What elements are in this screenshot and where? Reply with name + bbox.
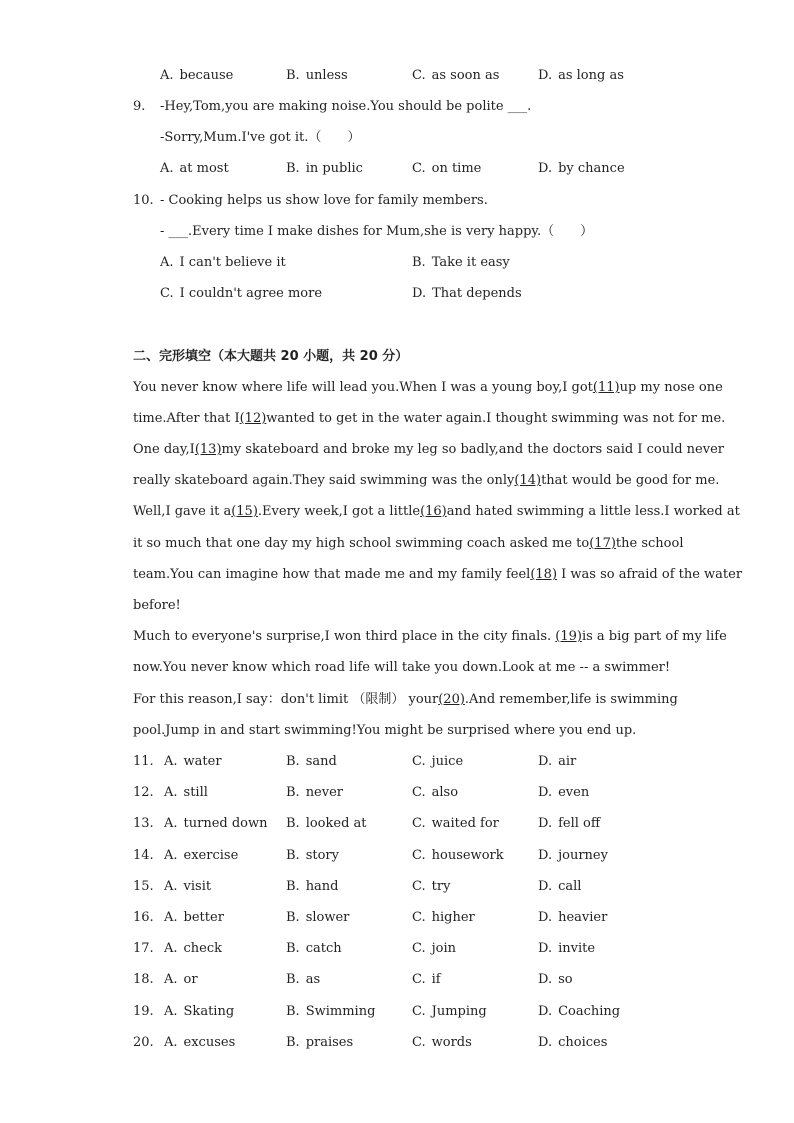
question-option: D. choices xyxy=(538,1035,608,1050)
question-option: D. heavier xyxy=(538,910,608,925)
q10-line2: - ___.Every time I make dishes for Mum,she is very happy.（ ） xyxy=(160,224,594,239)
question-option: D. Coaching xyxy=(538,1004,621,1019)
question-option: D. fell off xyxy=(538,816,601,831)
q10-option-d: D. That depends xyxy=(412,286,522,301)
question-option: B. Swimming xyxy=(286,1004,376,1019)
question-number: 20. xyxy=(133,1035,154,1050)
question-option: C. words xyxy=(412,1035,472,1050)
q8-option-b: B. unless xyxy=(286,68,348,83)
question-option: B. looked at xyxy=(286,816,367,831)
question-number: 17. xyxy=(133,941,154,956)
passage-line: pool.Jump in and start swimming!You might be surprised where you end up. xyxy=(133,723,637,738)
question-option: B. slower xyxy=(286,910,350,925)
question-option: B. hand xyxy=(286,879,339,894)
question-option: B. as xyxy=(286,972,321,987)
question-number: 15. xyxy=(133,879,154,894)
blank-15: (15) xyxy=(231,504,258,519)
question-option: C. if xyxy=(412,972,441,987)
question-option: A. or xyxy=(164,972,198,987)
question-option: D. journey xyxy=(538,848,608,863)
blank-19: (19) xyxy=(555,629,582,644)
passage-line: You never know where life will lead you.When I was a young boy,I got(11)up my nose one xyxy=(133,380,723,395)
q10-line1: - Cooking helps us show love for family members. xyxy=(160,193,488,208)
blank-13: (13) xyxy=(194,442,222,457)
passage-line: time.After that I(12)wanted to get in the water again.I thought swimming was not for me. xyxy=(133,411,726,426)
blank-20: (20) xyxy=(438,692,465,707)
blank-17: (17) xyxy=(589,536,616,551)
question-option: A. check xyxy=(164,941,223,956)
blank-18: (18) xyxy=(530,567,558,582)
q9-line2: -Sorry,Mum.I've got it.（ ） xyxy=(160,130,361,145)
question-option: B. catch xyxy=(286,941,342,956)
q10-option-a: A. I can't believe it xyxy=(160,255,286,270)
question-option: A. excuses xyxy=(164,1035,236,1050)
question-option: D. invite xyxy=(538,941,596,956)
q9-option-a: A. at most xyxy=(160,161,229,176)
question-option: A. visit xyxy=(164,879,212,894)
question-number: 16. xyxy=(133,910,154,925)
q9-option-c: C. on time xyxy=(412,161,482,176)
passage-line: team.You can imagine how that made me and my family feel(18) I was so afraid of the water xyxy=(133,567,743,582)
question-number: 12. xyxy=(133,785,154,800)
question-option: C. join xyxy=(412,941,457,956)
passage-line: Well,I gave it a(15).Every week,I got a little(16)and hated swimming a little less.I worked at xyxy=(133,504,740,519)
q10-option-c: C. I couldn't agree more xyxy=(160,286,323,301)
question-option: C. also xyxy=(412,785,459,800)
question-option: D. even xyxy=(538,785,590,800)
blank-14: (14) xyxy=(514,473,542,488)
question-option: D. so xyxy=(538,972,573,987)
blank-11: (11) xyxy=(592,380,620,395)
q9-line1: -Hey,Tom,you are making noise.You should be polite ___. xyxy=(160,99,532,114)
q8-option-c: C. as soon as xyxy=(412,68,500,83)
question-number: 13. xyxy=(133,816,154,831)
question-option: D. air xyxy=(538,754,577,769)
blank-16: (16) xyxy=(420,504,447,519)
question-option: B. never xyxy=(286,785,344,800)
passage-line: For this reason,I say：don't limit （限制） your(20).And remember,life is swimming xyxy=(133,692,678,707)
section-heading: 二、完形填空（本大题共 20 小题，共 20 分） xyxy=(133,349,409,364)
question-option: A. turned down xyxy=(164,816,268,831)
q9-number: 9. xyxy=(133,99,146,114)
question-option: B. praises xyxy=(286,1035,354,1050)
q8-option-a: A. because xyxy=(160,68,234,83)
question-option: C. higher xyxy=(412,910,475,925)
question-option: D. call xyxy=(538,879,582,894)
question-option: A. water xyxy=(164,754,222,769)
question-number: 11. xyxy=(133,754,154,769)
passage-line: now.You never know which road life will take you down.Look at me -- a swimmer! xyxy=(133,660,671,675)
question-option: C. juice xyxy=(412,754,464,769)
question-number: 14. xyxy=(133,848,154,863)
question-number: 19. xyxy=(133,1004,154,1019)
q8-option-d: D. as long as xyxy=(538,68,624,83)
question-option: C. Jumping xyxy=(412,1004,487,1019)
passage-line: Much to everyone's surprise,I won third place in the city finals. (19)is a big part of my life xyxy=(133,629,727,644)
passage-line: One day,I(13)my skateboard and broke my leg so badly,and the doctors said I could never xyxy=(133,442,724,457)
q10-option-b: B. Take it easy xyxy=(412,255,510,270)
blank-12: (12) xyxy=(239,411,267,426)
question-option: A. still xyxy=(164,785,208,800)
question-option: C. housework xyxy=(412,848,504,863)
passage-line: it so much that one day my high school swimming coach asked me to(17)the school xyxy=(133,536,684,551)
question-option: C. try xyxy=(412,879,451,894)
question-option: B. story xyxy=(286,848,339,863)
q9-option-d: D. by chance xyxy=(538,161,625,176)
question-option: A. Skating xyxy=(164,1004,235,1019)
question-option: A. better xyxy=(164,910,224,925)
question-option: C. waited for xyxy=(412,816,499,831)
question-option: B. sand xyxy=(286,754,337,769)
passage-line: before! xyxy=(133,598,181,613)
q9-option-b: B. in public xyxy=(286,161,363,176)
q10-number: 10. xyxy=(133,193,154,208)
question-option: A. exercise xyxy=(164,848,239,863)
question-number: 18. xyxy=(133,972,154,987)
passage-line: really skateboard again.They said swimming was the only(14)that would be good for me. xyxy=(133,473,720,488)
